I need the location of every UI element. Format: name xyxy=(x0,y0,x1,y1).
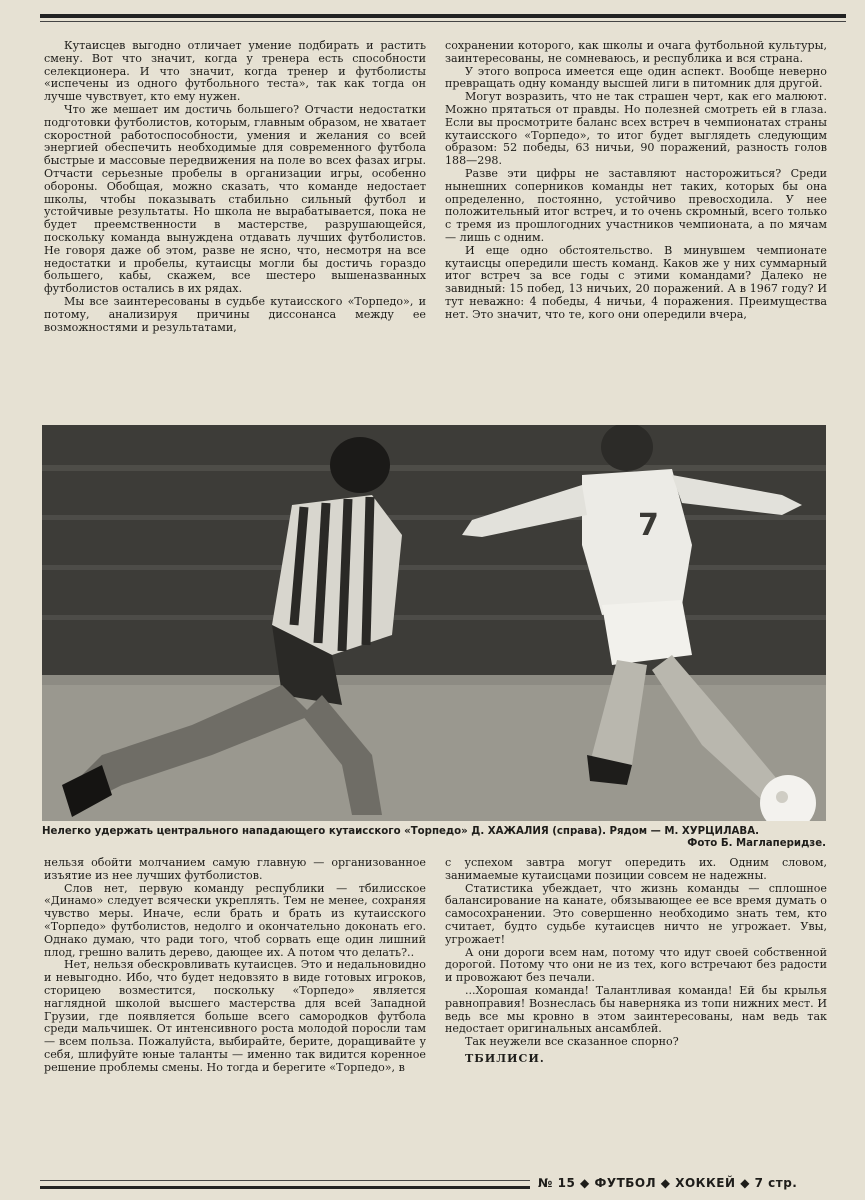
issue-number: № 15 xyxy=(538,1176,576,1190)
paragraph: Нет, нельзя обескровливать кутаисцев. Это и недальновидно и невыгодно. Ибо, что будет недовзято в виде готовых игроков, сторицею возместится, поскольку «Торпедо» является наглядной школой высшего мастерства для всей Западной Грузии, где появляется больше всего самородков футбола среди мальчишек. От интенсивного роста молодой поросли там — всем польза. Пожалуйста, выбирайте, берите, доращивайте у себя, шлифуйте юные таланты — именно так видится коренное решение проблемы смены. Но тогда и берегите «Торпедо», в xyxy=(44,958,426,1074)
paragraph: Так неужели все сказанное спорно? xyxy=(465,1035,679,1049)
page-number: 7 стр. xyxy=(754,1176,798,1190)
photo-caption xyxy=(42,826,832,849)
column-top-left xyxy=(44,40,426,428)
column-top-right xyxy=(445,40,827,428)
footer-rule xyxy=(40,1186,530,1189)
photo-illustration xyxy=(42,425,826,821)
column-bottom-left xyxy=(44,857,426,1157)
footer-rule-thin xyxy=(40,1180,530,1181)
paragraph: ...Хорошая команда! Талантливая команда! Ей бы крылья равноправия! Вознеслась бы наверняка из топи нижних мест. И ведь все мы кровно в этом заинтересованы, нам ведь так недостает оригинальных ансамблей. xyxy=(445,983,827,1036)
top-rule xyxy=(40,14,846,18)
ball-patch xyxy=(776,791,788,803)
column-bottom-right xyxy=(445,857,827,1157)
paragraph: Могут возразить, что не так страшен черт, как его малюют. Можно прятаться от правды. Но полезней смотреть ей в глаза. Если вы просмотрите баланс всех встреч в чемпионатах страны кутаисского «Торпедо», то итог будет выглядеть следующим образом: 52 победы, 63 ничьи, 90 поражений, разность голов 188—298. xyxy=(445,90,827,168)
paragraph: И еще одно обстоятельство. В минувшем чемпионате кутаисцы опередили шесть команд. Каков же у них суммарный итог встреч за все годы с этими командами? Далеко не завидный: 15 побед, 13 ничьих, 20 поражений. А в 1967 году? И тут неважно: 4 победы, 4 ничьи, 4 поражения. Преимущества нет. Это значит, что те, кого они опередили вчера, xyxy=(445,243,827,321)
paragraph: сохранении которого, как школы и очага футбольной культуры, заинтересованы, не сомневаюсь, и республика и вся страна. xyxy=(445,40,827,65)
paragraph: Кутаисцев выгодно отличает умение подбирать и растить смену. Вот что значит, когда у тренера есть способности селекционера. И что значит, когда тренер и футболисты «испечены из одного футбольного теста», так как тогда он лучше чувствует, кто ему нужен. xyxy=(44,40,426,104)
footer-title-hockey: ХОККЕЙ xyxy=(675,1176,736,1190)
photo-credit: Фото Б. Маглаперидзе. xyxy=(687,838,826,849)
paragraph: Разве эти цифры не заставляют насторожиться? Среди нынешних соперников команды нет таких, которых бы она определенно, постоянно, устойчиво превосходила. У нее положительный итог встреч, и то очень скромный, всего только с тремя из прошлогодних участников чемпионата, а по мячам — лишь с одним. xyxy=(445,166,827,244)
paragraph: с успехом завтра могут опередить их. Одним словом, занимаемые кутаисцами позиции совсем не надежны. xyxy=(445,857,827,882)
paragraph: У этого вопроса имеется еще один аспект. Вообще неверно превращать одну команду высшей лиги в питомник для другой. xyxy=(445,64,827,91)
paragraph: нельзя обойти молчанием самую главную — организованное изъятие из нее лучших футболистов. xyxy=(44,857,426,882)
paragraph: Что же мешает им достичь большего? Отчасти недостатки подготовки футболистов, которым, главным образом, не хватает скоростной работоспособности, умения и желания со всей энергией обеспечить необходимые для современного футбола быстрые и массовые передвижения на поле во всех фазах игры. Отчасти серьезные пробелы в организации игры, особенно обороны. Обобщая, можно сказать, что команде недостает школы, чтобы показывать стабильно сильный футбол и устойчивые результаты. Но школа не вырабатывается, пока не будет преемственности в мастерстве, разрушающейся, поскольку команда вынуждена отдавать лучших футболистов. Не говоря даже об этом, разве не ясно, что, несмотря на все недостатки и пробелы, кутаисцы могли бы достичь гораздо большего, кабы, скажем, все шестеро вышеназванных футболистов остались в их рядах. xyxy=(44,102,426,296)
footer-title-football: ФУТБОЛ xyxy=(594,1176,657,1190)
page-footer xyxy=(538,1176,797,1190)
signature: ТБИЛИСИ. xyxy=(465,1051,545,1065)
football-photo xyxy=(42,425,826,821)
paragraph: А они дороги всем нам, потому что идут своей собственной дорогой. Потому что они не из тех, кого встречают без радости и провожают без печали. xyxy=(445,945,827,985)
top-rule-thin xyxy=(40,21,846,22)
paragraph: Слов нет, первую команду республики — тбилисское «Динамо» следует всячески укреплять. Тем не менее, сохраняя чувство меры. Иначе, если брать и брать из кутаисского «Торпедо» футболистов, недолго и окончательно доконать его. Однако думаю, что ради того, чтоб сорвать еще один лишний плод, грешно валить дерево, дающее их. А потом что делать?.. xyxy=(44,881,426,959)
diamond-separator-icon: ◆ xyxy=(740,1176,750,1190)
caption-text: Нелегко удержать центрального нападающего кутаисского «Торпедо» Д. ХАЖАЛИЯ (справа). Рядом — М. ХУРЦИЛАВА. xyxy=(42,826,759,837)
paragraph: Статистика убеждает, что жизнь команды — сплошное балансирование на канате, обязывающее ее все время думать о самосохранении. Это совершенно необходимо знать тем, кто считает, будто судьбе кутаисцев ничто не угрожает. Увы, угрожает! xyxy=(445,881,827,946)
jersey-number: 7 xyxy=(638,508,659,543)
paragraph: Мы все заинтересованы в судьбе кутаисского «Торпедо», и потому, анализируя причины диссонанса между ее возможностями и результатами, xyxy=(44,294,426,334)
diamond-separator-icon: ◆ xyxy=(660,1176,671,1190)
diamond-separator-icon: ◆ xyxy=(580,1176,590,1190)
